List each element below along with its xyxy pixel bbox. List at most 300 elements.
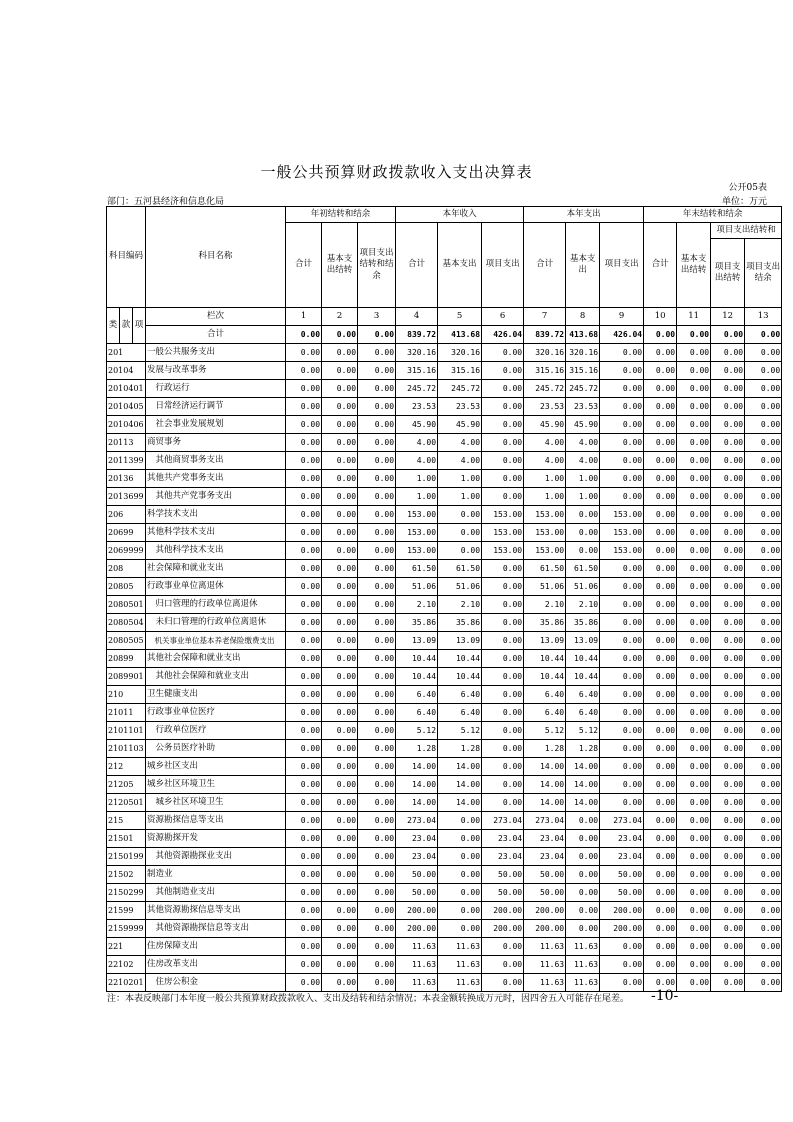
value-cell: 0.00 — [745, 866, 782, 884]
value-cell: 0.00 — [644, 848, 677, 866]
value-cell: 0.00 — [711, 542, 745, 560]
value-cell: 0.00 — [286, 956, 322, 974]
value-cell: 0.00 — [358, 704, 396, 722]
value-cell: 0.00 — [711, 848, 745, 866]
value-cell: 0.00 — [677, 344, 711, 362]
table-row — [107, 758, 782, 776]
subject-name-cell: 发展与改革事务 — [146, 362, 286, 380]
value-cell: 14.00 — [524, 776, 566, 794]
table-row — [107, 884, 782, 902]
total-value-cell: 0.00 — [711, 326, 745, 344]
value-cell: 0.00 — [322, 434, 358, 452]
value-cell: 50.00 — [482, 866, 524, 884]
value-cell: 200.00 — [482, 902, 524, 920]
table-row — [107, 524, 782, 542]
value-cell: 0.00 — [358, 812, 396, 830]
value-cell: 0.00 — [677, 434, 711, 452]
table-row — [107, 668, 782, 686]
table-row — [107, 506, 782, 524]
value-cell: 14.00 — [438, 776, 482, 794]
value-cell: 61.50 — [396, 560, 438, 578]
value-cell: 0.00 — [644, 830, 677, 848]
value-cell: 14.00 — [566, 776, 600, 794]
value-cell: 0.00 — [600, 722, 644, 740]
value-cell: 0.00 — [482, 794, 524, 812]
value-cell: 23.04 — [524, 830, 566, 848]
value-cell: 11.63 — [396, 956, 438, 974]
value-cell: 0.00 — [644, 722, 677, 740]
value-cell: 0.00 — [677, 632, 711, 650]
value-cell: 0.00 — [711, 524, 745, 542]
value-cell: 0.00 — [600, 794, 644, 812]
value-cell: 0.00 — [745, 812, 782, 830]
table-row — [107, 362, 782, 380]
value-cell: 0.00 — [566, 866, 600, 884]
subject-code-cell: 2159999 — [107, 920, 146, 938]
value-cell: 0.00 — [711, 416, 745, 434]
value-cell: 0.00 — [358, 776, 396, 794]
value-cell: 0.00 — [322, 614, 358, 632]
table-row — [107, 344, 782, 362]
value-cell: 153.00 — [482, 506, 524, 524]
value-cell: 0.00 — [566, 848, 600, 866]
value-cell: 4.00 — [396, 452, 438, 470]
value-cell: 0.00 — [286, 362, 322, 380]
value-cell: 0.00 — [711, 740, 745, 758]
value-cell: 23.53 — [396, 398, 438, 416]
table-row — [107, 866, 782, 884]
value-cell: 35.86 — [396, 614, 438, 632]
value-cell: 0.00 — [358, 362, 396, 380]
value-cell: 0.00 — [322, 884, 358, 902]
col-number: 6 — [482, 308, 524, 326]
value-cell: 23.53 — [566, 398, 600, 416]
value-cell: 1.28 — [566, 740, 600, 758]
value-cell: 0.00 — [677, 506, 711, 524]
total-value-cell: 0.00 — [677, 326, 711, 344]
value-cell: 13.09 — [566, 632, 600, 650]
value-cell: 11.63 — [396, 938, 438, 956]
table-row — [107, 596, 782, 614]
total-value-cell: 0.00 — [745, 326, 782, 344]
value-cell: 23.04 — [524, 848, 566, 866]
value-cell: 0.00 — [600, 668, 644, 686]
value-cell: 0.00 — [566, 524, 600, 542]
value-cell: 0.00 — [286, 722, 322, 740]
value-cell: 51.06 — [566, 578, 600, 596]
value-cell: 0.00 — [286, 758, 322, 776]
value-cell: 0.00 — [745, 794, 782, 812]
value-cell: 0.00 — [745, 704, 782, 722]
value-cell: 0.00 — [711, 812, 745, 830]
value-cell: 0.00 — [644, 650, 677, 668]
value-cell: 0.00 — [711, 686, 745, 704]
value-cell: 0.00 — [711, 650, 745, 668]
value-cell: 0.00 — [745, 488, 782, 506]
value-cell: 23.53 — [524, 398, 566, 416]
value-cell: 0.00 — [358, 830, 396, 848]
subject-code-cell: 210 — [107, 686, 146, 704]
value-cell: 0.00 — [677, 938, 711, 956]
value-cell: 0.00 — [711, 398, 745, 416]
project-carry-group-header: 项目支出结转和 — [711, 223, 782, 239]
value-cell: 0.00 — [358, 398, 396, 416]
value-cell: 0.00 — [644, 812, 677, 830]
value-cell: 0.00 — [286, 974, 322, 992]
value-cell: 0.00 — [600, 974, 644, 992]
value-cell: 0.00 — [677, 686, 711, 704]
total-value-cell: 0.00 — [358, 326, 396, 344]
value-cell: 0.00 — [711, 560, 745, 578]
value-cell: 0.00 — [322, 668, 358, 686]
value-cell: 0.00 — [286, 866, 322, 884]
value-cell: 0.00 — [711, 722, 745, 740]
table-row — [107, 920, 782, 938]
value-cell: 0.00 — [677, 776, 711, 794]
value-cell: 0.00 — [322, 740, 358, 758]
value-cell: 14.00 — [524, 794, 566, 812]
value-cell: 273.04 — [524, 812, 566, 830]
total-value-cell: 0.00 — [322, 326, 358, 344]
value-cell: 0.00 — [711, 830, 745, 848]
value-cell: 153.00 — [524, 524, 566, 542]
value-cell: 0.00 — [482, 614, 524, 632]
value-cell: 315.16 — [524, 362, 566, 380]
value-cell: 0.00 — [711, 596, 745, 614]
value-cell: 0.00 — [745, 776, 782, 794]
value-cell: 2.10 — [396, 596, 438, 614]
value-cell: 0.00 — [600, 596, 644, 614]
table-row — [107, 704, 782, 722]
value-cell: 0.00 — [322, 560, 358, 578]
value-cell: 0.00 — [566, 542, 600, 560]
value-cell: 45.90 — [438, 416, 482, 434]
subject-name-cell: 科学技术支出 — [146, 506, 286, 524]
value-cell: 0.00 — [322, 794, 358, 812]
page-number: -10- — [651, 988, 679, 1004]
column-label: 栏次 — [146, 308, 286, 326]
value-cell: 50.00 — [396, 884, 438, 902]
value-cell: 0.00 — [600, 614, 644, 632]
value-cell: 0.00 — [644, 902, 677, 920]
value-cell: 0.00 — [286, 632, 322, 650]
value-cell: 0.00 — [286, 470, 322, 488]
value-cell: 0.00 — [711, 758, 745, 776]
value-cell: 200.00 — [482, 920, 524, 938]
value-cell: 320.16 — [396, 344, 438, 362]
value-cell: 23.04 — [482, 848, 524, 866]
value-cell: 4.00 — [524, 434, 566, 452]
value-cell: 35.86 — [566, 614, 600, 632]
value-cell: 245.72 — [438, 380, 482, 398]
value-cell: 23.04 — [396, 830, 438, 848]
value-cell: 0.00 — [711, 632, 745, 650]
value-cell: 0.00 — [358, 650, 396, 668]
col-header: 基本支出 — [438, 223, 482, 308]
value-cell: 0.00 — [745, 614, 782, 632]
subject-code-cell: 2013699 — [107, 488, 146, 506]
value-cell: 0.00 — [358, 380, 396, 398]
subject-code-cell: 2210201 — [107, 974, 146, 992]
value-cell: 14.00 — [566, 794, 600, 812]
value-cell: 0.00 — [711, 776, 745, 794]
value-cell: 50.00 — [396, 866, 438, 884]
value-cell: 0.00 — [482, 362, 524, 380]
value-cell: 0.00 — [677, 884, 711, 902]
value-cell: 200.00 — [524, 902, 566, 920]
value-cell: 0.00 — [358, 848, 396, 866]
value-cell: 0.00 — [745, 542, 782, 560]
table-row — [107, 722, 782, 740]
value-cell: 0.00 — [286, 488, 322, 506]
value-cell: 0.00 — [745, 506, 782, 524]
value-cell: 14.00 — [396, 758, 438, 776]
value-cell: 50.00 — [600, 866, 644, 884]
value-cell: 0.00 — [358, 938, 396, 956]
value-cell: 0.00 — [482, 632, 524, 650]
value-cell: 11.63 — [566, 956, 600, 974]
value-cell: 0.00 — [644, 938, 677, 956]
value-cell: 0.00 — [322, 470, 358, 488]
value-cell: 200.00 — [396, 920, 438, 938]
subject-code-cell: 2080501 — [107, 596, 146, 614]
col-header: 合计 — [396, 223, 438, 308]
value-cell: 0.00 — [677, 668, 711, 686]
subject-name-cell: 机关事业单位基本养老保险缴费支出 — [146, 632, 286, 650]
subject-code-cell: 2150299 — [107, 884, 146, 902]
value-cell: 0.00 — [745, 902, 782, 920]
value-cell: 0.00 — [438, 506, 482, 524]
value-cell: 0.00 — [358, 884, 396, 902]
value-cell: 0.00 — [644, 686, 677, 704]
value-cell: 0.00 — [745, 470, 782, 488]
subject-name-cell: 其他资源勘探信息等支出 — [146, 902, 286, 920]
value-cell: 0.00 — [286, 452, 322, 470]
table-row — [107, 632, 782, 650]
subject-code-cell: 2101103 — [107, 740, 146, 758]
value-cell: 45.90 — [566, 416, 600, 434]
value-cell: 320.16 — [524, 344, 566, 362]
value-cell: 0.00 — [677, 740, 711, 758]
col-number: 8 — [566, 308, 600, 326]
subject-code-cell: 21501 — [107, 830, 146, 848]
value-cell: 0.00 — [644, 434, 677, 452]
section-header: 款 — [120, 308, 133, 344]
value-cell: 0.00 — [322, 416, 358, 434]
subject-code-cell: 20104 — [107, 362, 146, 380]
value-cell: 153.00 — [600, 506, 644, 524]
value-cell: 0.00 — [482, 974, 524, 992]
value-cell: 0.00 — [322, 938, 358, 956]
subject-code-cell: 20899 — [107, 650, 146, 668]
footnote: 注：本表反映部门本年度一般公共预算财政拨款收入、支出及结转和结余情况；本表金额转换成万元时，因四舍五入可能存在尾差。 — [107, 994, 630, 1004]
value-cell: 0.00 — [644, 758, 677, 776]
value-cell: 0.00 — [677, 470, 711, 488]
value-cell: 200.00 — [600, 920, 644, 938]
value-cell: 0.00 — [677, 902, 711, 920]
value-cell: 0.00 — [482, 596, 524, 614]
value-cell: 0.00 — [745, 434, 782, 452]
value-cell: 0.00 — [358, 434, 396, 452]
value-cell: 0.00 — [286, 776, 322, 794]
value-cell: 0.00 — [677, 830, 711, 848]
value-cell: 11.63 — [438, 956, 482, 974]
value-cell: 0.00 — [677, 488, 711, 506]
opening-group-header: 年初结转和结余 — [286, 207, 396, 223]
value-cell: 0.00 — [711, 704, 745, 722]
value-cell: 1.00 — [566, 470, 600, 488]
value-cell: 0.00 — [286, 938, 322, 956]
subject-name-cell: 住房公积金 — [146, 974, 286, 992]
kind-header: 类 — [107, 308, 120, 344]
value-cell: 0.00 — [677, 542, 711, 560]
value-cell: 0.00 — [745, 884, 782, 902]
value-cell: 13.09 — [524, 632, 566, 650]
value-cell: 14.00 — [438, 758, 482, 776]
value-cell: 0.00 — [711, 884, 745, 902]
value-cell: 0.00 — [745, 668, 782, 686]
subject-name-cell: 行政事业单位医疗 — [146, 704, 286, 722]
value-cell: 0.00 — [745, 632, 782, 650]
value-cell: 0.00 — [745, 848, 782, 866]
value-cell: 50.00 — [482, 884, 524, 902]
value-cell: 0.00 — [322, 632, 358, 650]
subject-name-cell: 公务员医疗补助 — [146, 740, 286, 758]
value-cell: 0.00 — [644, 362, 677, 380]
value-cell: 0.00 — [600, 452, 644, 470]
total-value-cell: 839.72 — [524, 326, 566, 344]
subject-code-cell: 208 — [107, 560, 146, 578]
value-cell: 0.00 — [600, 344, 644, 362]
value-cell: 23.04 — [600, 848, 644, 866]
value-cell: 0.00 — [644, 452, 677, 470]
value-cell: 0.00 — [644, 884, 677, 902]
value-cell: 1.28 — [524, 740, 566, 758]
value-cell: 0.00 — [286, 614, 322, 632]
subject-name-cell: 社会保障和就业支出 — [146, 560, 286, 578]
value-cell: 0.00 — [358, 974, 396, 992]
value-cell: 0.00 — [482, 452, 524, 470]
value-cell: 0.00 — [358, 488, 396, 506]
table-row — [107, 848, 782, 866]
value-cell: 0.00 — [482, 344, 524, 362]
subject-code-cell: 21011 — [107, 704, 146, 722]
subject-name-cell: 其他社会保障和就业支出 — [146, 668, 286, 686]
value-cell: 0.00 — [482, 380, 524, 398]
value-cell: 0.00 — [745, 524, 782, 542]
value-cell: 0.00 — [438, 812, 482, 830]
value-cell: 0.00 — [322, 848, 358, 866]
col-header: 基本支出结转 — [322, 223, 358, 308]
subject-name-cell: 城乡社区环境卫生 — [146, 776, 286, 794]
value-cell: 0.00 — [322, 650, 358, 668]
value-cell: 0.00 — [745, 398, 782, 416]
value-cell: 0.00 — [644, 776, 677, 794]
value-cell: 200.00 — [396, 902, 438, 920]
table-row — [107, 614, 782, 632]
subject-name-cell: 其他资源勘探信息等支出 — [146, 920, 286, 938]
value-cell: 0.00 — [322, 596, 358, 614]
subject-code-cell: 201 — [107, 344, 146, 362]
value-cell: 13.09 — [438, 632, 482, 650]
value-cell: 0.00 — [745, 830, 782, 848]
value-cell: 0.00 — [438, 524, 482, 542]
table-row — [107, 434, 782, 452]
value-cell: 0.00 — [286, 542, 322, 560]
value-cell: 0.00 — [644, 380, 677, 398]
value-cell: 0.00 — [358, 866, 396, 884]
value-cell: 0.00 — [677, 380, 711, 398]
subject-name-cell: 其他制造业支出 — [146, 884, 286, 902]
value-cell: 0.00 — [286, 560, 322, 578]
value-cell: 0.00 — [644, 632, 677, 650]
value-cell: 10.44 — [566, 668, 600, 686]
value-cell: 5.12 — [438, 722, 482, 740]
value-cell: 0.00 — [322, 866, 358, 884]
value-cell: 14.00 — [438, 794, 482, 812]
value-cell: 11.63 — [396, 974, 438, 992]
value-cell: 153.00 — [396, 542, 438, 560]
value-cell: 0.00 — [482, 668, 524, 686]
value-cell: 4.00 — [438, 452, 482, 470]
value-cell: 0.00 — [322, 704, 358, 722]
value-cell: 0.00 — [286, 704, 322, 722]
value-cell: 14.00 — [396, 794, 438, 812]
value-cell: 153.00 — [524, 542, 566, 560]
value-cell: 0.00 — [745, 362, 782, 380]
subject-name-cell: 社会事业发展规划 — [146, 416, 286, 434]
subject-name-cell: 行政运行 — [146, 380, 286, 398]
subject-code-cell: 2010406 — [107, 416, 146, 434]
value-cell: 0.00 — [711, 866, 745, 884]
value-cell: 50.00 — [600, 884, 644, 902]
subject-code-cell: 21205 — [107, 776, 146, 794]
value-cell: 0.00 — [358, 614, 396, 632]
value-cell: 0.00 — [358, 596, 396, 614]
value-cell: 0.00 — [286, 920, 322, 938]
value-cell: 61.50 — [438, 560, 482, 578]
value-cell: 0.00 — [322, 488, 358, 506]
value-cell: 0.00 — [286, 884, 322, 902]
value-cell: 23.04 — [396, 848, 438, 866]
table-row — [107, 452, 782, 470]
table-row — [107, 650, 782, 668]
table-row — [107, 830, 782, 848]
value-cell: 0.00 — [677, 866, 711, 884]
subject-code-cell: 2011399 — [107, 452, 146, 470]
value-cell: 0.00 — [358, 956, 396, 974]
table-row — [107, 416, 782, 434]
total-value-cell: 0.00 — [644, 326, 677, 344]
subject-name-cell: 日常经济运行调节 — [146, 398, 286, 416]
total-value-cell: 0.00 — [286, 326, 322, 344]
value-cell: 0.00 — [600, 416, 644, 434]
value-cell: 0.00 — [482, 560, 524, 578]
value-cell: 0.00 — [600, 578, 644, 596]
value-cell: 0.00 — [600, 470, 644, 488]
col-header: 项目支出 — [482, 223, 524, 308]
value-cell: 273.04 — [600, 812, 644, 830]
value-cell: 0.00 — [600, 758, 644, 776]
value-cell: 4.00 — [438, 434, 482, 452]
value-cell: 0.00 — [711, 578, 745, 596]
value-cell: 0.00 — [322, 452, 358, 470]
value-cell: 0.00 — [286, 380, 322, 398]
value-cell: 0.00 — [711, 668, 745, 686]
subject-name-cell: 其他科学技术支出 — [146, 542, 286, 560]
value-cell: 1.00 — [524, 488, 566, 506]
col-header: 合计 — [286, 223, 322, 308]
